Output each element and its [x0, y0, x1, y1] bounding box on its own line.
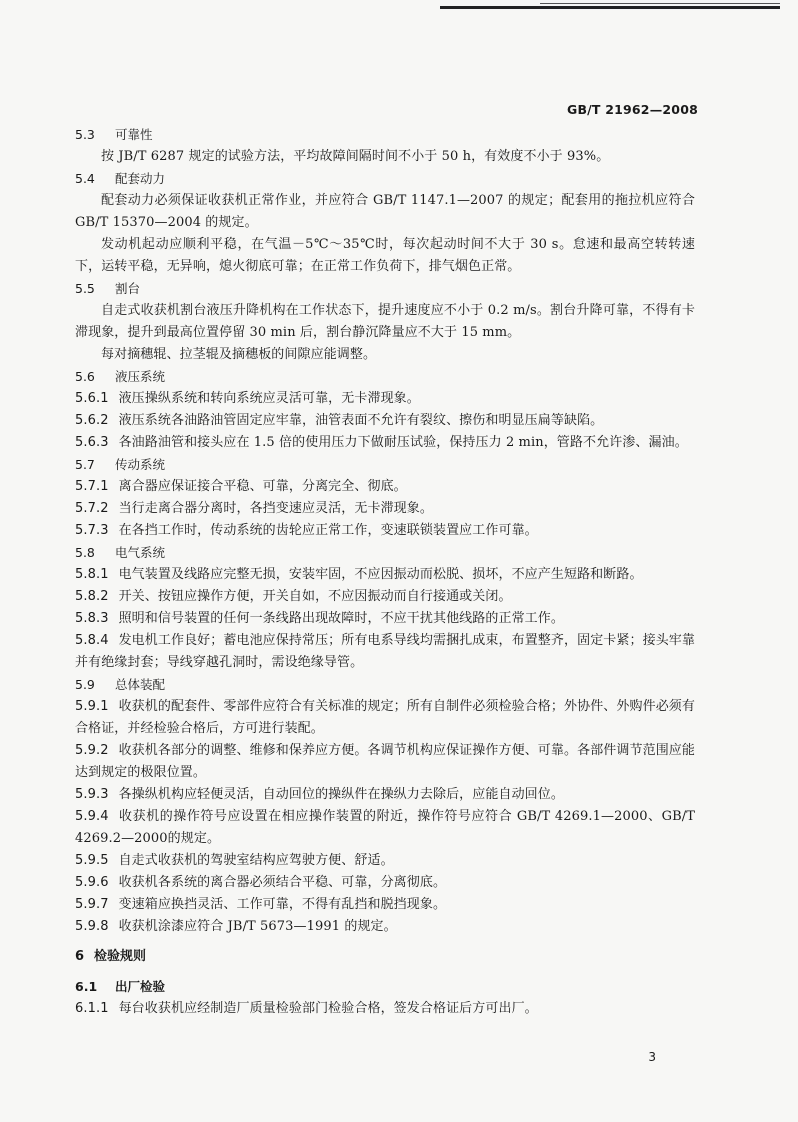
document-body	[75, 124, 695, 1020]
clause-number: 5.9.3	[75, 787, 109, 802]
clause-text: 收获机各系统的离合器必须结合平稳、可靠，分离彻底。	[118, 875, 447, 890]
clause	[75, 608, 695, 630]
clause-text: 离合器应保证接合平稳、可靠，分离完全、彻底。	[118, 479, 407, 494]
section-title: 液压系统	[115, 369, 166, 384]
section-heading	[75, 674, 695, 696]
clause	[75, 586, 695, 608]
clause-text: 液压系统各油路油管固定应牢靠，油管表面不允许有裂纹、擦伤和明显压扁等缺陷。	[118, 413, 604, 428]
clause-number: 5.9.2	[75, 743, 109, 758]
clause-text: 电气装置及线路应完整无损，安装牢固，不应因振动而松脱、损坏，不应产生短路和断路。	[118, 567, 643, 582]
section-number: 5.3	[75, 127, 95, 142]
header-rule	[440, 6, 780, 9]
chapter-heading	[75, 946, 695, 968]
clause-number: 5.9.1	[75, 699, 109, 714]
clause-text: 收获机各部分的调整、维修和保养应方便。各调节机构应保证操作方便、可靠。各部件调节范围应能达到规定的极限位置。	[75, 743, 695, 780]
section-heading	[75, 454, 695, 476]
clause-number: 6.1.1	[75, 1001, 109, 1016]
clause-number: 5.8.2	[75, 589, 109, 604]
section-title: 可靠性	[115, 127, 153, 142]
section-title: 配套动力	[115, 171, 166, 186]
clause	[75, 388, 695, 410]
clause	[75, 872, 695, 894]
clause-number: 5.7.2	[75, 501, 109, 516]
paragraph: 配套动力必须保证收获机正常作业，并应符合 GB/T 1147.1—2007 的规定；配套用的拖拉机应符合 GB/T 15370—2004 的规定。	[75, 193, 695, 230]
section-title: 出厂检验	[115, 979, 166, 994]
clause	[75, 740, 695, 784]
clause	[75, 806, 695, 850]
header-rule-thin	[540, 3, 780, 4]
section-number: 5.7	[75, 457, 95, 472]
paragraph: 发动机起动应顺利平稳，在气温－5℃～35℃时，每次起动时间不大于 30 s。怠速和最高空转转速下，运转平稳，无异响，熄火彻底可靠；在正常工作负荷下，排气烟色正常。	[75, 237, 695, 274]
clause-number: 5.9.7	[75, 897, 109, 912]
clause-number: 5.6.3	[75, 435, 109, 450]
clause	[75, 432, 695, 454]
section-number: 6.1	[75, 979, 98, 994]
clause-text: 收获机的操作符号应设置在相应操作装置的附近，操作符号应符合 GB/T 4269.1—2000、GB/T 4269.2—2000的规定。	[75, 809, 695, 846]
section-number: 5.9	[75, 677, 95, 692]
section-number: 5.6	[75, 369, 95, 384]
section-heading	[75, 124, 695, 146]
standard-number: GB/T 21962—2008	[566, 102, 698, 117]
clause	[75, 696, 695, 740]
clause	[75, 916, 695, 938]
clause-number: 5.8.4	[75, 633, 109, 648]
section-number: 5.8	[75, 545, 95, 560]
section-title: 传动系统	[115, 457, 166, 472]
clause	[75, 520, 695, 542]
paragraph: 按 JB/T 6287 规定的试验方法，平均故障间隔时间不小于 50 h，有效度不小于 93%。	[101, 149, 610, 164]
clause-text: 各操纵机构应轻便灵活，自动回位的操纵件在操纵力去除后，应能自动回位。	[118, 787, 564, 802]
clause-text: 当行走离合器分离时，各挡变速应灵活，无卡滞现象。	[118, 501, 433, 516]
clause	[75, 498, 695, 520]
clause-text: 收获机的配套件、零部件应符合有关标准的规定；所有自制件必须检验合格；外协件、外购件必须有合格证，并经检验合格后，方可进行装配。	[75, 699, 695, 736]
clause-number: 5.8.1	[75, 567, 109, 582]
section-number: 5.4	[75, 171, 95, 186]
paragraph: 每对摘穗辊、拉茎辊及摘穗板的间隙应能调整。	[101, 347, 377, 362]
clause	[75, 476, 695, 498]
clause	[75, 850, 695, 872]
section-heading	[75, 278, 695, 300]
section-heading	[75, 366, 695, 388]
section-title: 割台	[115, 281, 141, 296]
clause-number: 5.6.2	[75, 413, 109, 428]
clause-number: 5.7.1	[75, 479, 109, 494]
clause	[75, 784, 695, 806]
clause-number: 5.7.3	[75, 523, 109, 538]
chapter-title: 检验规则	[94, 949, 147, 964]
section-title: 电气系统	[115, 545, 166, 560]
clause-number: 5.6.1	[75, 391, 109, 406]
clause-text: 每台收获机应经制造厂质量检验部门检验合格，签发合格证后方可出厂。	[118, 1001, 538, 1016]
paragraph: 自走式收获机割台液压升降机构在工作状态下，提升速度应不小于 0.2 m/s。割台升降可靠，不得有卡滞现象，提升到最高位置停留 30 min 后，割台静沉降量应不大于 15 mm。	[75, 303, 695, 340]
clause	[75, 564, 695, 586]
page-number: 3	[648, 1050, 656, 1064]
clause-text: 开关、按钮应操作方便，开关自如，不应因振动而自行接通或关闭。	[118, 589, 512, 604]
clause-text: 照明和信号装置的任何一条线路出现故障时，不应干扰其他线路的正常工作。	[118, 611, 564, 626]
clause-text: 变速箱应换挡灵活、工作可靠，不得有乱挡和脱挡现象。	[118, 897, 447, 912]
section-heading	[75, 976, 695, 998]
clause-text: 在各挡工作时，传动系统的齿轮应正常工作，变速联锁装置应工作可靠。	[118, 523, 538, 538]
section-heading	[75, 168, 695, 190]
clause-number: 5.8.3	[75, 611, 109, 626]
clause	[75, 998, 695, 1020]
clause-number: 5.9.8	[75, 919, 109, 934]
section-number: 5.5	[75, 281, 95, 296]
clause-text: 发电机工作良好；蓄电池应保持常压；所有电系导线均需捆扎成束，布置整齐，固定卡紧；接头牢靠并有绝缘封套；导线穿越孔洞时，需设绝缘导管。	[75, 633, 695, 670]
section-title: 总体装配	[115, 677, 166, 692]
clause-number: 5.9.4	[75, 809, 109, 824]
clause-number: 5.9.6	[75, 875, 109, 890]
clause-text: 收获机涂漆应符合 JB/T 5673—1991 的规定。	[118, 919, 397, 934]
clause	[75, 894, 695, 916]
chapter-number: 6	[75, 949, 85, 964]
clause-text: 各油路油管和接头应在 1.5 倍的使用压力下做耐压试验，保持压力 2 min，管路不允许渗、漏油。	[118, 435, 688, 450]
clause-number: 5.9.5	[75, 853, 109, 868]
section-heading	[75, 542, 695, 564]
clause	[75, 630, 695, 674]
clause	[75, 410, 695, 432]
clause-text: 液压操纵系统和转向系统应灵活可靠，无卡滞现象。	[118, 391, 420, 406]
clause-text: 自走式收获机的驾驶室结构应驾驶方便、舒适。	[118, 853, 394, 868]
